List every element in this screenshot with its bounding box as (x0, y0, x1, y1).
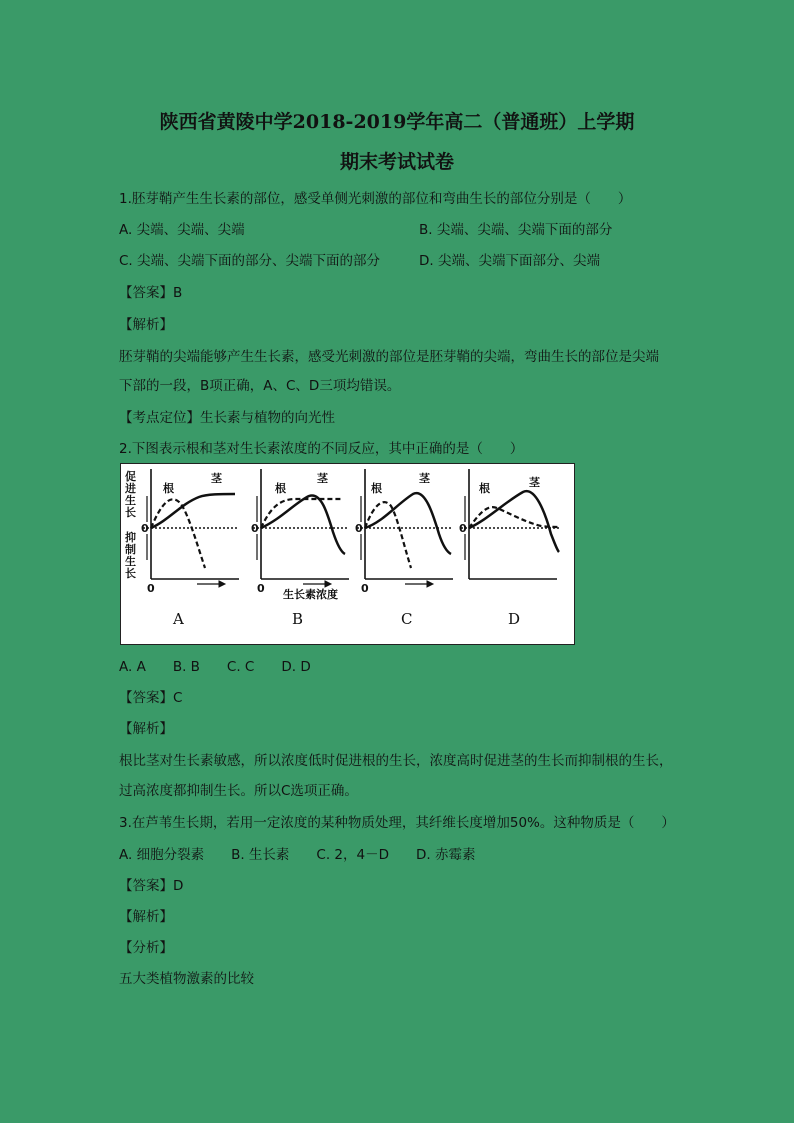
q2-analysis-line2: 过高浓度都抑制生长。所以C选项正确。 (119, 783, 358, 799)
stem-label-b: 茎 (317, 472, 328, 485)
y-top-char-4: 长 (125, 506, 136, 519)
stem-label-c: 茎 (419, 472, 430, 485)
panel-label-d: D (508, 610, 521, 628)
q1-option-c: C. 尖端、尖端下面的部分、尖端下面的部分 (119, 253, 381, 269)
origin-d: 0 (459, 522, 467, 535)
doc-title-line2: 期末考试试卷 (339, 151, 454, 173)
stem-label-d: 茎 (529, 476, 540, 489)
origin-a: 0 (141, 522, 149, 535)
origin-c: 0 (355, 522, 363, 535)
panel-label-b: B (292, 610, 304, 628)
q3-options: A. 细胞分裂素 B. 生长素 C. 2，4－D D. 赤霉素 (119, 847, 476, 863)
q2-figure-graphs (121, 464, 574, 644)
y-bottom-char-3: 生 (125, 555, 136, 568)
q1-analysis-line1: 胚芽鞘的尖端能够产生生长素，感受光刺激的部位是胚芽鞘的尖端，弯曲生长的部位是尖端 (119, 349, 659, 365)
q3-last-line: 五大类植物激素的比较 (119, 971, 254, 987)
q2-figure (120, 463, 575, 645)
q1-kaodian: 【考点定位】生长素与植物的向光性 (119, 410, 335, 426)
y-top-char-1: 促 (125, 470, 136, 483)
origin-b-x: 0 (257, 582, 265, 595)
q3-analysis-label: 【解析】 (119, 909, 173, 925)
root-label-a: 根 (163, 482, 174, 495)
root-label-b: 根 (275, 482, 286, 495)
origin-b: 0 (251, 522, 259, 535)
q2-analysis-label: 【解析】 (119, 721, 173, 737)
doc-title-line1: 陕西省黄陵中学2018-2019学年高二（普通班）上学期 (159, 111, 635, 133)
q1-option-b: B. 尖端、尖端、尖端下面的部分 (419, 222, 613, 238)
q1-option-d: D. 尖端、尖端下面部分、尖端 (419, 253, 600, 269)
panel-b (253, 469, 349, 587)
y-bottom-char-1: 抑 (125, 531, 136, 544)
q2-analysis-line1: 根比茎对生长素敏感，所以浓度低时促进根的生长，浓度高时促进茎的生长而抑制根的生长， (119, 753, 673, 769)
panel-label-a: A (173, 610, 184, 628)
q2-options: A. A B. B C. C D. D (119, 659, 311, 675)
q3-answer: 【答案】D (119, 878, 184, 894)
y-bottom-char-2: 制 (125, 543, 136, 556)
q1-analysis-line2: 下部的一段，B项正确，A、C、D三项均错误。 (119, 378, 401, 394)
root-label-d: 根 (479, 482, 490, 495)
panel-d (461, 469, 561, 579)
y-top-char-2: 进 (125, 482, 136, 495)
q3-question: 3.在芦苇生长期，若用一定浓度的某种物质处理，其纤维长度增加50%。这种物质是（ ） (119, 815, 675, 831)
q3-fenxi-label: 【分析】 (119, 940, 173, 956)
root-label-c: 根 (371, 482, 382, 495)
q1-question: 1.胚芽鞘产生生长素的部位，感受单侧光刺激的部位和弯曲生长的部位分别是（ ） (119, 191, 632, 207)
q1-answer: 【答案】B (119, 285, 183, 301)
origin-c-x: 0 (361, 582, 369, 595)
y-bottom-char-4: 长 (125, 567, 136, 580)
panel-label-c: C (401, 610, 413, 628)
origin-a-x: 0 (147, 582, 155, 595)
q2-question: 2.下图表示根和茎对生长素浓度的不同反应，其中正确的是（ ） (119, 441, 524, 457)
x-axis-label: 生长素浓度 (283, 588, 338, 601)
y-top-char-3: 生 (125, 494, 136, 507)
q1-analysis-label: 【解析】 (119, 317, 173, 333)
stem-label-a: 茎 (211, 472, 222, 485)
q2-answer: 【答案】C (119, 690, 183, 706)
q1-option-a: A. 尖端、尖端、尖端 (119, 222, 245, 238)
panel-a (143, 469, 239, 587)
